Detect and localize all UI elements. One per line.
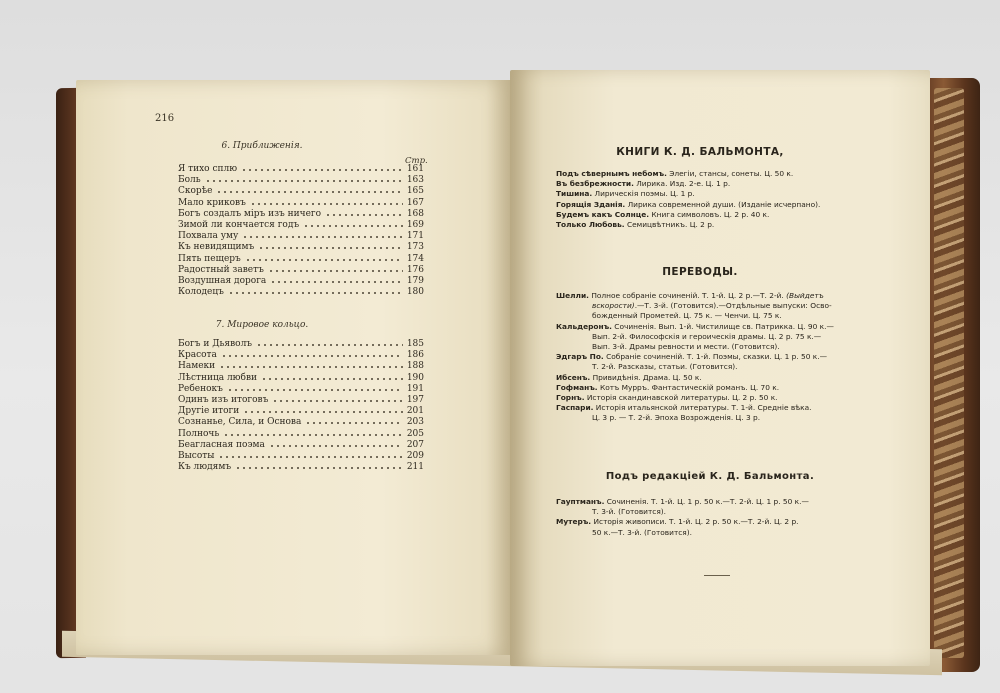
- book-entry-text: Элегіи, стансы, сонеты. Ц. 50 к.: [666, 169, 794, 178]
- edited-line: 50 к.—Т. 3-й. (Готовится).: [592, 527, 692, 537]
- toc-leader-dots: [241, 169, 403, 171]
- book-cover-right: [928, 78, 980, 672]
- toc-entry: [178, 395, 424, 406]
- translation-author: Шелли.: [556, 291, 589, 300]
- translation-note: вскорости): [592, 301, 635, 311]
- toc-leader-dots: [270, 281, 403, 283]
- translation-text: Исторія итальянской литературы. Т. 1-й. Средніе вѣка.: [593, 403, 812, 413]
- toc-entry-title: Къ людямъ: [178, 462, 232, 473]
- toc-leader-dots: [269, 445, 403, 447]
- toc-entry: [178, 287, 424, 298]
- marbled-edge: [934, 88, 964, 658]
- translation-entry: [556, 352, 876, 372]
- translation-author: Эдгаръ По.: [556, 352, 604, 362]
- translation-line: божденный Прометей. Ц. 75 к. — Ченчи. Ц. 75 к.: [592, 311, 782, 321]
- toc-entry-title: Красота: [178, 350, 217, 361]
- toc-entry: [178, 339, 424, 350]
- toc-section-7: [178, 339, 424, 473]
- edited-line: Т. 3-й. (Готовится).: [592, 507, 667, 517]
- toc-entry-title: Другіе итоги: [178, 406, 240, 417]
- toc-entry-page: 168: [406, 208, 424, 219]
- toc-entry-page: 186: [406, 350, 424, 361]
- translation-line: [556, 362, 876, 372]
- toc-entry-page: 185: [406, 339, 424, 349]
- edited-entry: [556, 517, 876, 537]
- toc-entry-title: Скорѣе: [178, 186, 213, 197]
- book-entry-title: Въ безбрежности.: [556, 179, 634, 189]
- translation-line: [556, 332, 876, 342]
- toc-entry-page: 190: [406, 372, 424, 383]
- toc-leader-dots: [219, 366, 403, 368]
- toc-entry-title: Сознанье, Сила, и Основа: [178, 417, 302, 428]
- toc-leader-dots: [272, 400, 403, 402]
- toc-entry-title: Пять пещеръ: [178, 253, 241, 264]
- translation-note: (Выйдетъ: [783, 291, 824, 300]
- edited-text: Исторія живописи. Т. 1-й. Ц. 2 р. 50 к.—Т. 2-й. Ц. 2 р.: [591, 517, 799, 527]
- toc-entry-page: 211: [406, 462, 424, 473]
- translation-text: Ц. 3 р. — Т. 2-й. Эпоха Возрожденія. Ц. 3 р.: [592, 413, 761, 423]
- books-heading: КНИГИ К. Д. БАЛЬМОНТА,: [616, 146, 784, 158]
- toc-entry-page: 174: [406, 253, 424, 264]
- toc-leader-dots: [205, 180, 403, 182]
- toc-entry-page: 161: [406, 164, 424, 174]
- toc-entry-title: Намеки: [178, 361, 216, 372]
- translation-author: Гофманъ.: [556, 382, 598, 392]
- toc-entry: [178, 451, 424, 462]
- book-entry-text: Лирическія поэмы. Ц. 1 р.: [592, 189, 695, 199]
- toc-entry: [178, 429, 424, 440]
- translation-text: Привидѣнія. Драма. Ц. 50 к.: [590, 372, 702, 382]
- toc-leader-dots: [256, 344, 403, 346]
- translation-text: Собраніе сочиненій. Т. 1-й. Поэмы, сказки. Ц. 1 р. 50 к.—: [603, 352, 827, 362]
- translation-text: Котъ Мурръ. Фантастическій романъ. Ц. 70 к.: [597, 382, 780, 392]
- book-entry-text: Лирика. Изд. 2-е. Ц. 1 р.: [633, 179, 731, 189]
- toc-leader-dots: [242, 236, 403, 238]
- translation-text: .—Т. 3-й. (Готовится).—Отдѣльные выпуски: Осво-: [634, 301, 832, 311]
- translation-line: [556, 301, 876, 311]
- toc-entry: [178, 350, 424, 361]
- translation-text: Исторія скандинавской литературы. Ц. 2 р. 50 к.: [584, 393, 778, 403]
- translation-entry: [556, 291, 876, 322]
- toc-leader-dots: [221, 355, 403, 357]
- page-number: 216: [155, 113, 175, 124]
- book-entry-title: Будемъ какъ Солнце.: [556, 209, 650, 219]
- toc-entry-page: 197: [406, 394, 424, 405]
- toc-entry: [178, 462, 424, 473]
- toc-entry: [178, 220, 424, 231]
- toc-leader-dots: [258, 247, 403, 249]
- book-entry-text: Семицвѣтникъ. Ц. 2 р.: [624, 220, 715, 230]
- toc-entry: [178, 175, 424, 186]
- toc-section-6: [178, 164, 424, 298]
- toc-entry-page: 209: [406, 450, 424, 461]
- translation-entry: [556, 403, 876, 423]
- edited-heading: Подъ редакціей К. Д. Бальмонта.: [605, 471, 815, 482]
- toc-entry-title: Одинъ изъ итоговъ: [178, 394, 269, 405]
- edited-author: Гауптманъ.: [556, 497, 605, 506]
- toc-entry-title: Радостный заветъ: [178, 264, 264, 275]
- toc-entry-page: 201: [406, 406, 424, 417]
- toc-entry-title: Я тихо сплю: [178, 164, 238, 174]
- toc-entry-title: Беагласная поэма: [178, 439, 265, 450]
- translation-author: Гаспари.: [556, 403, 594, 413]
- book-entry-text: Книга символовъ. Ц. 2 р. 40 к.: [649, 209, 770, 219]
- toc-entry-page: 180: [406, 287, 424, 298]
- toc-leader-dots: [228, 292, 403, 294]
- toc-entry: [178, 254, 424, 265]
- translation-entry: [556, 383, 876, 393]
- book-entry: [556, 189, 856, 199]
- toc-leader-dots: [243, 411, 403, 413]
- toc-leader-dots: [235, 467, 403, 469]
- toc-entry: [178, 186, 424, 197]
- toc-entry: [178, 440, 424, 451]
- translation-author: Горнъ.: [556, 393, 585, 403]
- toc-entry-title: Богъ создалъ міръ изъ ничего: [178, 208, 322, 219]
- translation-author: Кальдеронъ.: [556, 321, 612, 331]
- toc-entry-page: 203: [406, 417, 424, 428]
- toc-entry-title: Боль: [178, 175, 201, 186]
- toc-entry: [178, 265, 424, 276]
- toc-entry-title: Полночь: [178, 428, 220, 439]
- translation-entry: [556, 373, 876, 383]
- toc-entry-page: 171: [406, 231, 424, 242]
- translations-list: [556, 291, 876, 424]
- book-entry-title: Только Любовь.: [556, 220, 625, 230]
- edited-text: Сочиненія. Т. 1-й. Ц. 1 р. 50 к.—Т. 2-й. Ц. 1 р. 50 к.—: [604, 497, 809, 506]
- toc-entry-title: Къ невидящимъ: [178, 242, 255, 253]
- toc-leader-dots: [261, 378, 403, 380]
- toc-entry-title: Богъ и Дьяволъ: [178, 339, 253, 349]
- toc-leader-dots: [227, 389, 403, 391]
- toc-leader-dots: [250, 203, 403, 205]
- translation-text: Сочиненія. Вып. 1-й. Чистилище св. Патрикка. Ц. 90 к.—: [611, 321, 834, 331]
- translation-author: Ибсенъ.: [556, 372, 591, 382]
- toc-leader-dots: [216, 191, 403, 193]
- section-6-title: 6. Приближенія.: [221, 141, 303, 151]
- books-list: [556, 169, 856, 230]
- toc-entry-page: 176: [406, 264, 424, 275]
- toc-entry-title: Высоты: [178, 450, 215, 461]
- end-rule: [704, 575, 730, 576]
- book-entry: [556, 200, 856, 210]
- toc-entry-page: 188: [406, 361, 424, 372]
- toc-entry-page: 173: [406, 242, 424, 253]
- book-entry-title: Подъ сѣвернымъ небомъ.: [556, 169, 667, 178]
- toc-leader-dots: [223, 434, 403, 436]
- book-entry: [556, 169, 856, 179]
- toc-entry: [178, 384, 424, 395]
- toc-entry-title: Колодецъ: [178, 287, 224, 298]
- section-7-title: 7. Мировое кольцо.: [215, 320, 309, 330]
- translation-text: Полное собраніе сочиненій. Т. 1-й. Ц. 2 р.—Т. 2-й.: [588, 291, 784, 300]
- book-entry-text: Лирика современной души. (Изданіе исчерпано).: [625, 199, 821, 209]
- toc-entry-page: 207: [406, 439, 424, 450]
- toc-leader-dots: [305, 422, 403, 424]
- book-entry-title: Тишина.: [556, 189, 593, 199]
- translation-entry: [556, 393, 876, 403]
- toc-entry-page: 179: [406, 275, 424, 286]
- toc-entry: [178, 276, 424, 287]
- toc-entry-title: Ребенокъ: [178, 383, 223, 394]
- translation-text: Т. 2-й. Разсказы, статьи. (Готовится).: [592, 362, 738, 372]
- edited-author: Мутеръ.: [556, 517, 592, 527]
- translation-entry: [556, 322, 876, 353]
- book-entry-title: Горящія Зданія.: [556, 199, 626, 209]
- toc-entry: [178, 164, 424, 175]
- toc-entry-title: Воздушная дорога: [178, 275, 267, 286]
- toc-entry: [178, 209, 424, 220]
- toc-entry: [178, 406, 424, 417]
- toc-entry: [178, 231, 424, 242]
- toc-entry-page: 165: [406, 186, 424, 197]
- toc-leader-dots: [218, 456, 403, 458]
- toc-entry-title: Похвала уму: [178, 231, 239, 242]
- toc-entry: [178, 417, 424, 428]
- translation-line: Вып. 3-й. Драмы ревности и мести. (Готовится).: [592, 342, 780, 352]
- toc-entry: [178, 198, 424, 209]
- toc-entry-title: Лѣстница любви: [178, 372, 258, 383]
- translation-line: [556, 413, 876, 423]
- toc-leader-dots: [268, 270, 403, 272]
- toc-leader-dots: [325, 214, 403, 216]
- toc-entry: [178, 242, 424, 253]
- toc-leader-dots: [245, 259, 403, 261]
- toc-entry-page: 205: [406, 428, 424, 439]
- translations-heading: ПЕРЕВОДЫ.: [662, 266, 738, 278]
- book-entry: [556, 220, 856, 230]
- toc-entry-title: Зимой ли кончается годъ: [178, 219, 300, 230]
- toc-entry: [178, 361, 424, 372]
- toc-entry-page: 169: [406, 219, 424, 230]
- translation-text: Вып. 2-й. Философскія и героическія драмы. Ц. 2 р. 75 к.—: [592, 331, 822, 341]
- toc-entry-title: Мало криковъ: [178, 197, 246, 208]
- toc-entry-page: 191: [406, 383, 424, 394]
- edited-list: [556, 497, 876, 538]
- edited-entry: [556, 497, 876, 517]
- toc-entry-page: 167: [406, 197, 424, 208]
- book-entry: [556, 210, 856, 220]
- page-column-label: Стр.: [405, 156, 428, 166]
- book-entry: [556, 179, 856, 189]
- toc-entry: [178, 373, 424, 384]
- toc-leader-dots: [303, 225, 403, 227]
- toc-entry-page: 163: [406, 175, 424, 186]
